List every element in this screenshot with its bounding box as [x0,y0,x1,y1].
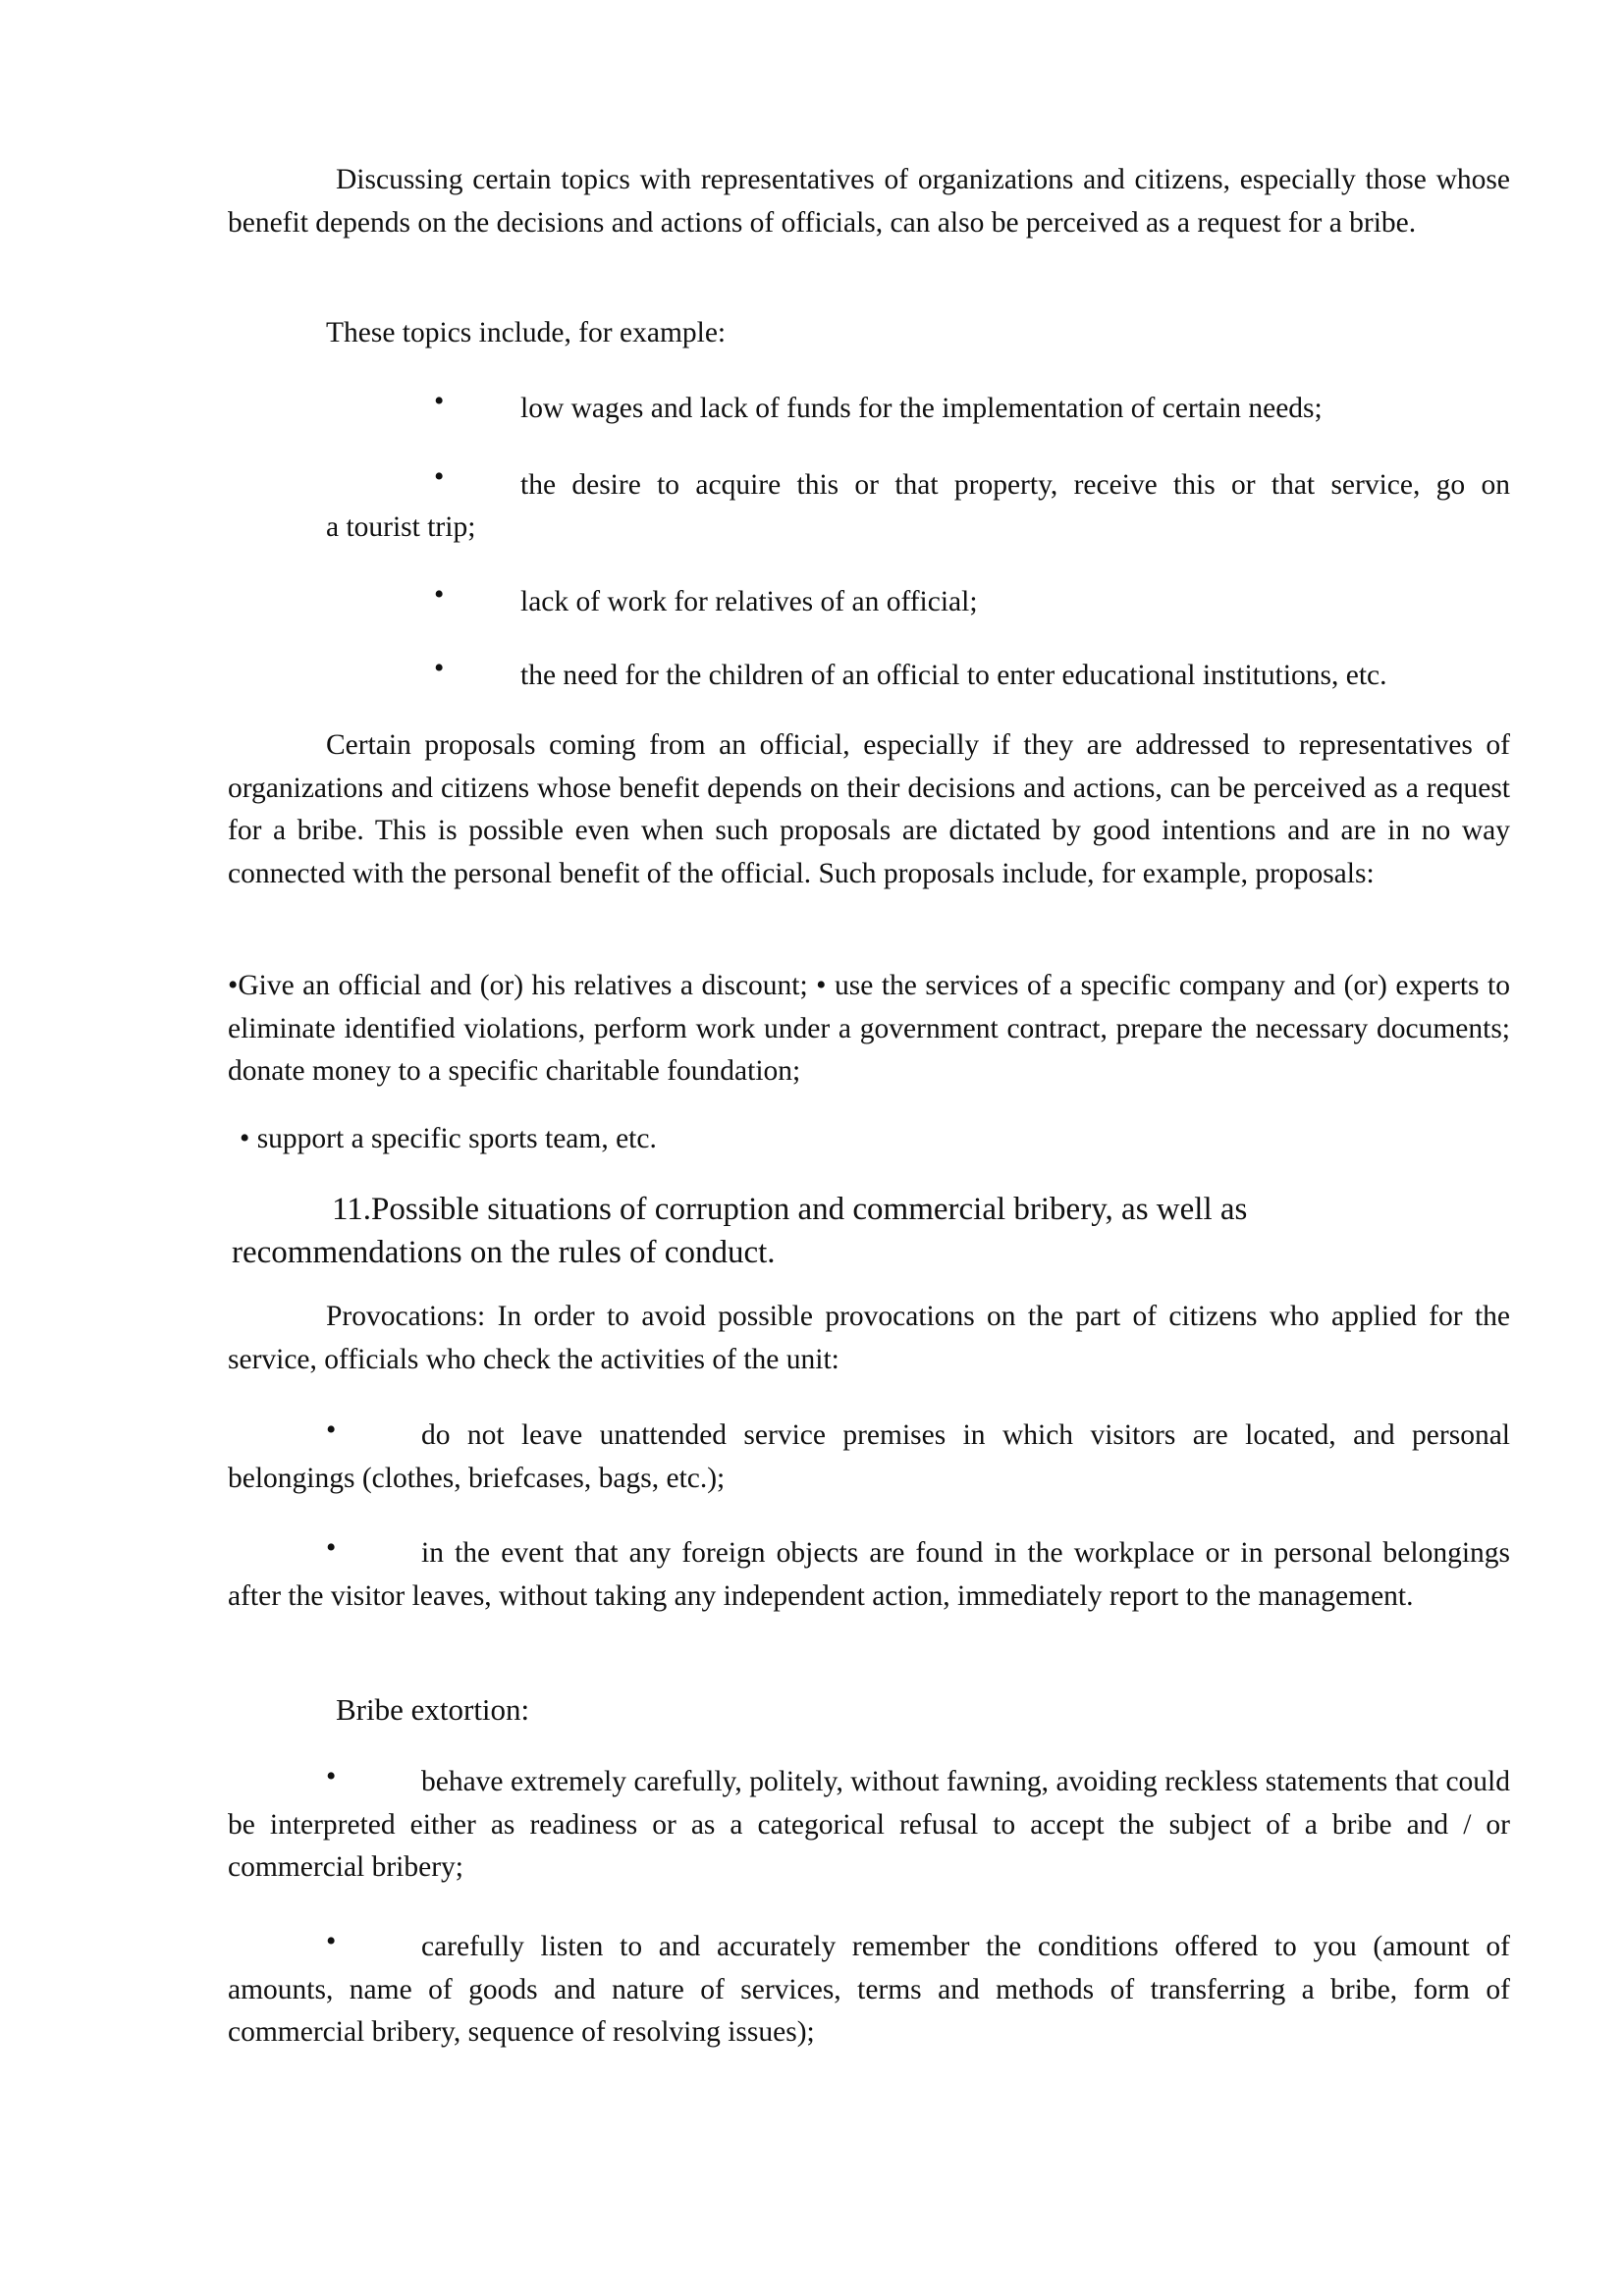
paragraph-bribe-extortion: Bribe extortion: [336,1692,530,1727]
bullet-icon: • [434,653,445,684]
paragraph-certain-proposals: Certain proposals coming from an official, especially if they are addressed to representatives of organizations and citizens whose benefit depends on their decisions and actions, can be perceived as a request for a bribe. This is possible even when such proposals are dictated by good intentions and are in no way connected with the personal benefit of the official. Such proposals include, for example, proposals: [228,729,1510,889]
bullet-icon: • [326,1415,337,1446]
extortion-item-1: behave extremely carefully, politely, without fawning, avoiding reckless statements that could be interpreted either as readiness or as a categorical refusal to accept the subject of a bribe and / or commercial bribery; [228,1766,1510,1883]
paragraph-provocations: Provocations: In order to avoid possible provocations on the part of citizens who applied for the service, officials who check the activities of the unit: [228,1301,1510,1375]
topic-item-2-continued: a tourist trip; [326,511,476,543]
provocation-item-2: in the event that any foreign objects are found in the workplace or in personal belongings after the visitor leaves, without taking any independent action, immediately report to the management. [228,1537,1510,1612]
bullet-icon: • [326,1761,337,1792]
paragraph-bribe-topics-intro: Discussing certain topics with representatives of organizations and citizens, especially those whose benefit depends on the decisions and actions of officials, can also be perceived as a request for a bribe. [228,164,1510,239]
bullet-icon: • [434,461,445,493]
bullet-icon: • [326,1532,337,1564]
section-heading-line-1: 11.Possible situations of corruption and commercial bribery, as well as [332,1192,1248,1227]
paragraph-sports-team: • support a specific sports team, etc. [240,1123,657,1154]
topic-item-1: low wages and lack of funds for the implementation of certain needs; [520,393,1323,424]
bullet-icon: • [434,579,445,611]
topic-item-2: the desire to acquire this or that property, receive this or that service, go on [520,469,1510,501]
bullet-icon: • [326,1926,337,1957]
topic-item-4: the need for the children of an official to enter educational institutions, etc. [520,660,1387,691]
extortion-item-2: carefully listen to and accurately remember the conditions offered to you (amount of amounts, name of goods and nature of services, terms and methods of transferring a bribe, form of commercial bribery, sequence of resolving issues); [228,1931,1510,2048]
bullet-icon: • [434,386,445,417]
topic-item-3: lack of work for relatives of an official; [520,586,978,617]
provocation-item-1: do not leave unattended service premises in which visitors are located, and personal belongings (clothes, briefcases, bags, etc.); [228,1419,1510,1494]
section-heading-line-2: recommendations on the rules of conduct. [232,1235,776,1270]
paragraph-topics-include: These topics include, for example: [326,317,727,348]
paragraph-proposal-examples: •Give an official and (or) his relatives a discount; • use the services of a specific company and (or) experts to eliminate identified violations, perform work under a government contract, prepare the necessary documents; donate money to a specific charitable foundation; [228,970,1510,1087]
